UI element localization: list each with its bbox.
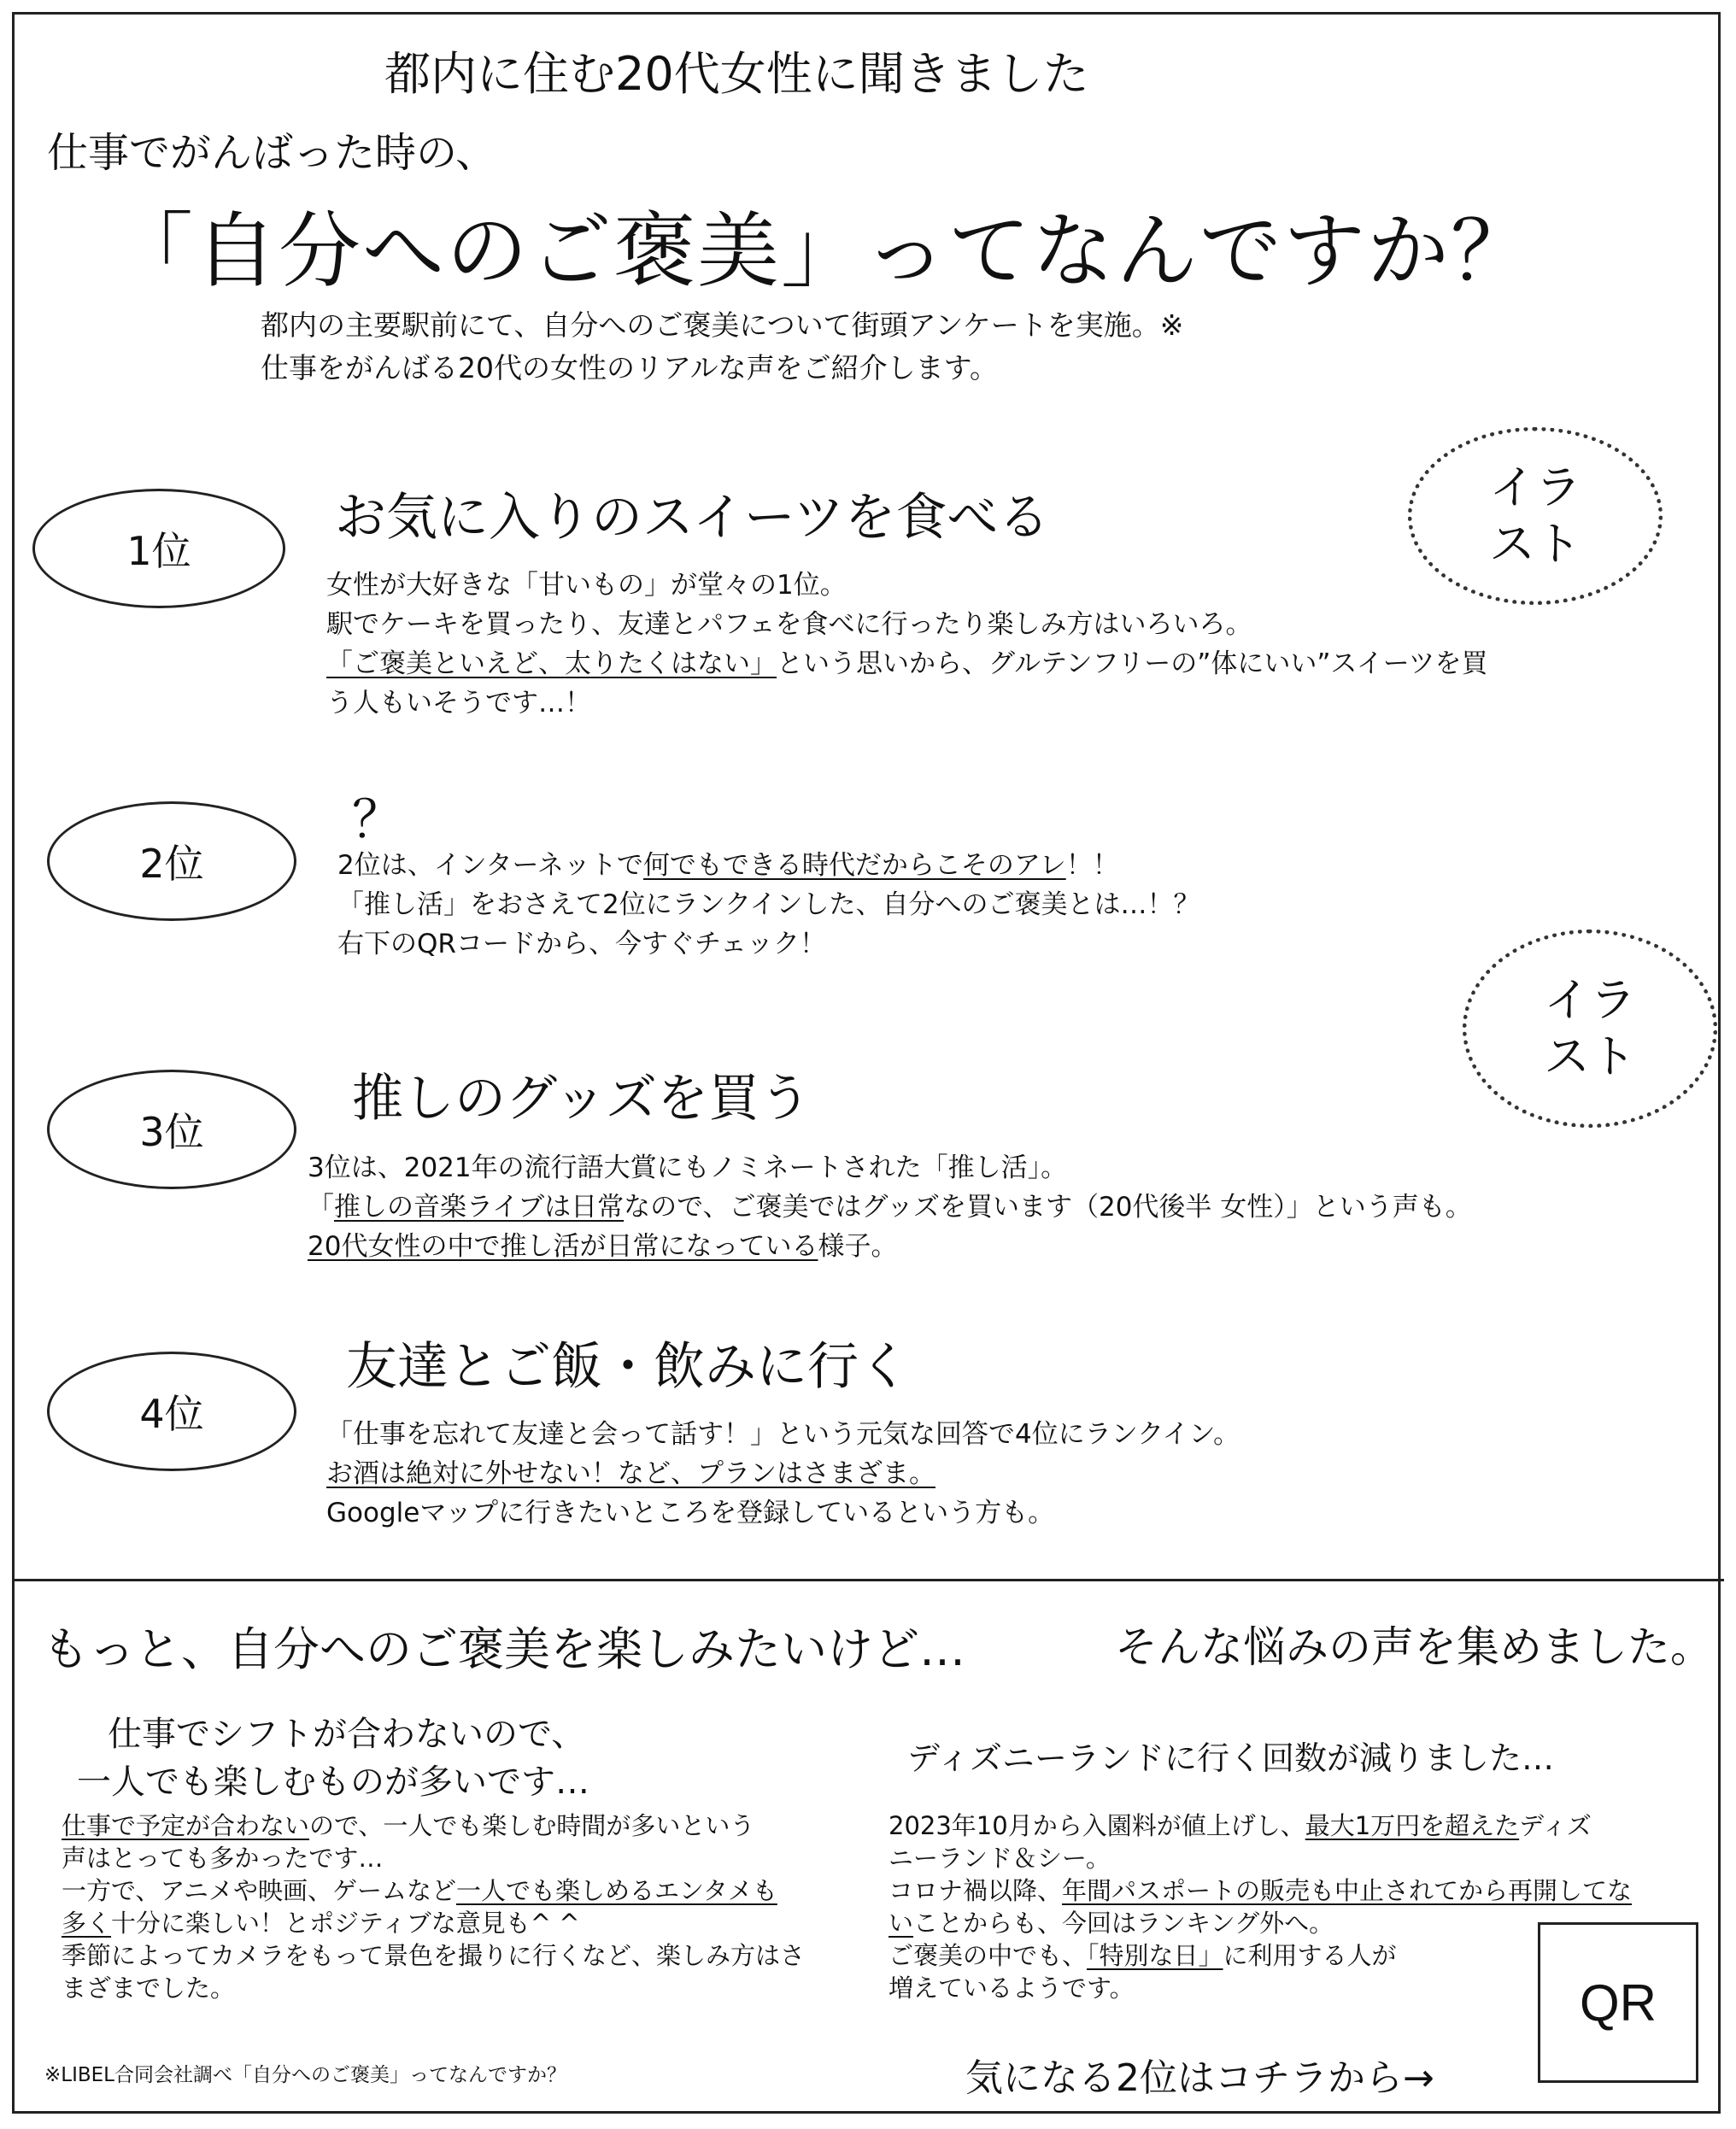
lead-text: 仕事でがんばった時の、 xyxy=(47,129,497,177)
text-segment: ニーランド＆シー。 xyxy=(889,1844,1111,1873)
text-segment: ご褒美の中でも、 xyxy=(889,1941,1088,1970)
underlined-text: 仕事で予定が合わない xyxy=(62,1811,310,1840)
text-segment: 駅でケーキを買ったり、友達とパフェを食べに行ったり楽しみ方はいろいろ。 xyxy=(326,609,1252,640)
illustration-placeholder xyxy=(1463,930,1717,1128)
section-divider xyxy=(12,1579,1724,1581)
text-line xyxy=(889,1842,1632,1874)
bottom-heading-right: そんな悩みの声を集めました。 xyxy=(1115,1622,1713,1672)
rank-title: お気に入りのスイーツを食べる xyxy=(335,488,1050,548)
voice-description xyxy=(62,1809,805,2004)
voice-subtitle xyxy=(77,1710,589,1806)
text-line xyxy=(308,1227,1472,1266)
text-segment: う人もいそうです…！ xyxy=(326,688,591,718)
text-line xyxy=(326,605,1488,644)
rank-badge: 2位 xyxy=(47,801,296,921)
text-segment: ことからも、今回はランキング外へ。 xyxy=(913,1909,1334,1938)
underlined-text: 推しの音楽ライブは日常 xyxy=(334,1192,625,1223)
text-segment: 女性が大好きな「甘いもの」が堂々の1位。 xyxy=(326,570,847,601)
rank-badge: 4位 xyxy=(47,1352,296,1471)
rank-description xyxy=(308,1148,1472,1266)
voice-subtitle-right: ディズニーランドに行く回数が減りました… xyxy=(907,1739,1554,1777)
text-segment: という思いから、グルテンフリーの”体にいい”スイーツを買 xyxy=(777,648,1488,679)
text-segment: 「 xyxy=(308,1192,334,1223)
underlined-text: 一人でも楽しめるエンタメも xyxy=(455,1876,777,1905)
rank-description xyxy=(337,846,1200,964)
text-segment: 「仕事を忘れて友達と会って話す！」という元気な回答で4位にランクイン。 xyxy=(326,1419,1240,1450)
text-segment: に利用する人が xyxy=(1223,1941,1397,1970)
underlined-text: 20代女性の中で推し活が日常になっている xyxy=(308,1231,818,1262)
intro-line: 仕事をがんばる20代の女性のリアルな声をご紹介します。 xyxy=(261,351,999,384)
text-line xyxy=(326,1454,1240,1493)
text-segment: まざまでした。 xyxy=(62,1974,236,2003)
bottom-heading: もっと、自分へのご褒美を楽しみたいけど… xyxy=(43,1622,965,1676)
text-line xyxy=(308,1188,1472,1227)
text-segment: 3位は、2021年の流行語大賞にもノミネートされた「推し活」。 xyxy=(308,1152,1068,1183)
illust-label: イラ xyxy=(1544,973,1636,1027)
text-segment: 声はとっても多かったです… xyxy=(62,1844,384,1873)
voice-subtitle-line: 一人でも楽しむものが多いです… xyxy=(77,1762,589,1802)
page-title: 「自分へのご褒美」ってなんですか？ xyxy=(111,203,1534,299)
rank-badge: 3位 xyxy=(47,1070,296,1189)
rank-description xyxy=(326,566,1488,723)
underlined-text: い xyxy=(889,1909,914,1938)
text-segment: 2023年10月から入園料が値上げし、 xyxy=(889,1811,1305,1840)
underlined-text: 「ご褒美といえど、太りたくはない」 xyxy=(326,648,777,679)
text-line xyxy=(326,1415,1240,1454)
text-segment: コロナ禍以降、 xyxy=(889,1876,1063,1905)
illust-label: イラ xyxy=(1489,460,1581,514)
text-line xyxy=(62,1939,805,1972)
text-segment: 一方で、アニメや映画、ゲームなど xyxy=(62,1876,456,1905)
text-segment: 様子。 xyxy=(818,1231,898,1262)
rank-title: 推しのグッズを買う xyxy=(352,1069,811,1129)
text-segment: 2位は、インターネットで xyxy=(337,850,643,881)
footnote: ※LIBEL合同会社調べ「自分へのご褒美」ってなんですか？ xyxy=(44,2064,566,2086)
underlined-text: お酒は絶対に外せない！など、プランはさまざま。 xyxy=(326,1458,935,1489)
illust-label: スト xyxy=(1544,1029,1636,1083)
text-line xyxy=(326,1493,1240,1533)
text-segment: 季節によってカメラをもって景色を撮りに行くなど、楽しみ方はさ xyxy=(62,1941,806,1970)
text-segment: Googleマップに行きたいところを登録しているという方も。 xyxy=(326,1498,1055,1528)
text-line xyxy=(337,885,1200,924)
intro-line: 都内の主要駅前にて、自分へのご褒美について街頭アンケートを実施。※ xyxy=(261,308,1184,342)
illust-label: スト xyxy=(1489,517,1581,571)
text-line xyxy=(337,924,1200,964)
rank-title: 友達とご飯・飲みに行く xyxy=(346,1337,910,1397)
underlined-text: 「特別な日」 xyxy=(1087,1941,1223,1970)
rank-badge: 1位 xyxy=(32,489,285,608)
survey-subtitle: 都内に住む20代女性に聞きました xyxy=(384,47,1089,101)
intro-text xyxy=(261,304,1183,390)
rank-description xyxy=(326,1415,1240,1533)
text-line xyxy=(337,846,1200,885)
qr-cta-text: 気になる2位はコチラから→ xyxy=(965,2056,1434,2100)
text-line xyxy=(308,1148,1472,1188)
underlined-text: 最大1万円を超えた xyxy=(1305,1811,1520,1840)
text-line xyxy=(326,683,1488,723)
voice-subtitle-line: 仕事でシフトが合わないので、 xyxy=(108,1715,586,1754)
text-line xyxy=(326,566,1488,605)
text-segment: ので、一人でも楽しむ時間が多いという xyxy=(309,1811,755,1840)
text-line xyxy=(62,1809,805,1842)
text-line xyxy=(62,1972,805,2004)
text-segment: 十分に楽しい！とポジティブな意見も^ ^ xyxy=(111,1909,580,1938)
text-line xyxy=(326,644,1488,683)
text-line xyxy=(889,1939,1632,1972)
text-segment: なので、ご褒美ではグッズを買います（20代後半 女性）」という声も。 xyxy=(624,1192,1472,1223)
text-line xyxy=(62,1874,805,1907)
text-line xyxy=(62,1842,805,1874)
underlined-text: 多く xyxy=(62,1909,112,1938)
text-segment: 増えているようです。 xyxy=(889,1974,1135,2003)
text-line xyxy=(889,1907,1632,1939)
text-line xyxy=(889,1972,1632,2004)
text-segment: ディズ xyxy=(1519,1811,1592,1840)
qr-code[interactable]: QR xyxy=(1538,1922,1698,2083)
underlined-text: 年間パスポートの販売も中止されてから再開してな xyxy=(1062,1876,1633,1905)
text-segment: ！！ xyxy=(1065,850,1119,881)
text-line xyxy=(889,1809,1632,1842)
rank-title: ？ xyxy=(352,790,403,850)
text-segment: 右下のQRコードから、今すぐチェック！ xyxy=(337,929,827,959)
text-line xyxy=(889,1874,1632,1907)
voice-description-right xyxy=(889,1809,1632,2004)
text-segment: 「推し活」をおさえて2位にランクインした、自分へのご褒美とは…！？ xyxy=(337,889,1200,920)
underlined-text: 何でもできる時代だからこそのアレ xyxy=(642,850,1066,881)
text-line xyxy=(62,1907,805,1939)
